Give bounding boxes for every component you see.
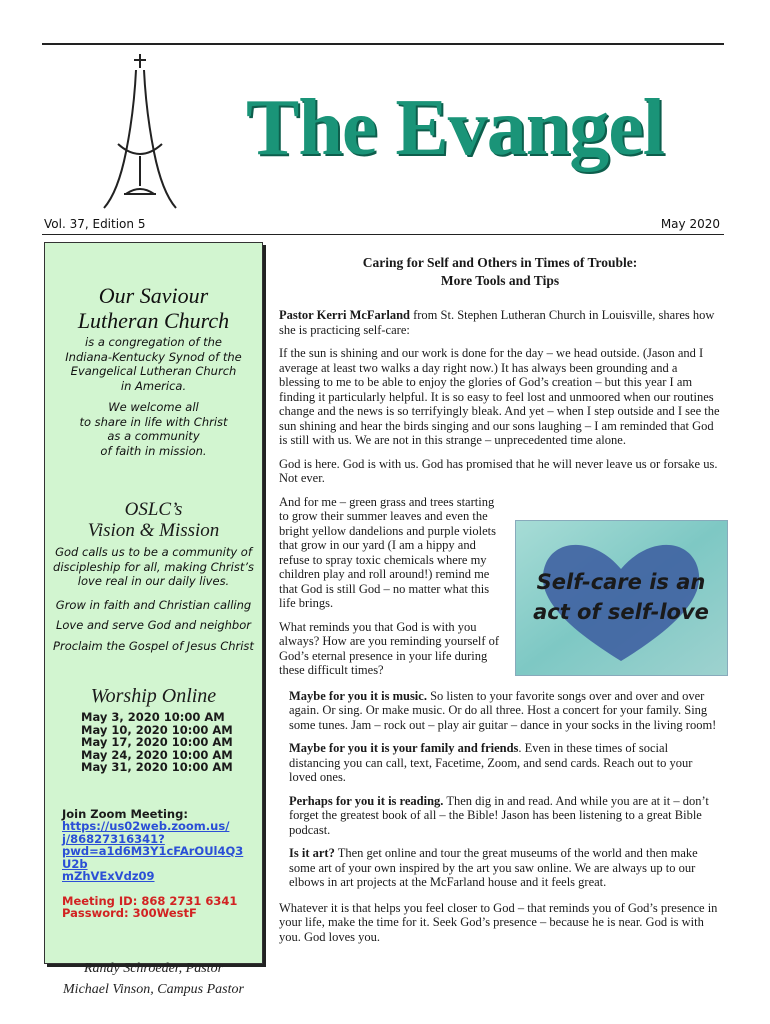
church-name: [45, 283, 262, 333]
vision-statement: [45, 545, 262, 589]
image-caption-line1: Self-care is an: [536, 570, 706, 594]
intro-line: is a congregation of the: [85, 335, 222, 349]
church-intro: [45, 335, 262, 393]
tip-text: So listen to your favorite songs over and over and over again. Or sing. Or make music. Or do all three. Host a concert for your family. Sing some tunes. Jam – rock out – play air guitar – dance in your socks in the living room!: [289, 688, 717, 732]
zoom-label: Join Zoom Meeting:: [62, 806, 188, 821]
article-paragraph: God is here. God is with us. God has promised that he will never leave us or forsake us. Not ever.: [279, 456, 718, 485]
vision-item: Love and serve God and neighbor: [55, 618, 251, 632]
tip-paragraph: [279, 846, 721, 890]
self-care-heart-image: [515, 520, 728, 676]
pastor-name: Randy Schroeder, Pastor: [83, 960, 224, 976]
vision-title-line2: Vision & Mission: [87, 520, 220, 541]
top-rule: [42, 43, 724, 45]
tip-paragraph: [279, 689, 721, 733]
intro-line: in America.: [120, 378, 187, 393]
intro-line: Evangelical Lutheran Church: [70, 364, 237, 378]
article-paragraph: What reminds you that God is with you always? How are you reminding yourself of God’s eternal presence in your life during these difficult times?: [279, 619, 500, 677]
tip-paragraph: [279, 794, 721, 838]
article-headline: [279, 254, 721, 290]
tip-lead: Is it art?: [289, 846, 335, 860]
sidebar: [44, 242, 263, 997]
closing-paragraph: Whatever it is that helps you feel closer to God – that reminds you of God’s presence in your life, make the time for it. Seek God’s presence – because he is near. God is with you. God loves you.: [279, 900, 718, 944]
zoom-link-line: j/86827316341?: [62, 831, 165, 846]
byline-text: from St. Stephen Lutheran Church in Louisville, shares how she is practicing self-care:: [279, 308, 715, 337]
welcome-text: [45, 400, 262, 458]
meeting-password: Password: 300WestF: [62, 906, 197, 920]
article-paragraph: If the sun is shining and our work is done for the day – we head outside. (Jason and I average at least two walks a day right now.) It has always been grounding and a blessing to me to be able to enjoy the glories of God’s creation – but this year I am finding it particularly helpful. It is so easy to feel lost and unmoored when our routines change and the news is so terrifyingly bleak. And yet – when I step outside and I see the sun shining and hear the birds singing and our sons laughing – I am reminded that God is still with us. We are not in this strange – unprecedented time alone.: [279, 346, 720, 447]
church-name-line1: Our Saviour: [98, 283, 209, 308]
image-caption-line2: act of self-love: [533, 600, 709, 624]
worship-dates: [45, 711, 262, 774]
welcome-line: to share in life with Christ: [79, 414, 228, 429]
tip-lead: Maybe for you it is music.: [289, 688, 427, 703]
headline-line2: More Tools and Tips: [440, 273, 560, 288]
tip-text: Then get online and tour the great museums of the world and then make some art of your own inspired by the art you saw online. We are always up to our elbows in art projects at the McFarland house and it feels great.: [289, 846, 698, 889]
volume-label: Vol. 37, Edition 5: [44, 217, 146, 231]
worship-date: May 24, 2020 10:00 AM: [81, 747, 233, 762]
zoom-link-line: https://us02web.zoom.us/: [62, 819, 230, 833]
sub-rule: [42, 234, 724, 235]
worship-title: Worship Online: [90, 685, 217, 707]
tip-lead: Perhaps for you it is reading.: [289, 793, 444, 808]
vision-title-line1: OSLC’s: [124, 499, 183, 520]
zoom-link-line: pwd=a1d6M3Y1cFArOUl4Q3U2b: [62, 844, 244, 871]
cross-chalice-logo: [100, 52, 180, 212]
vision-line: love real in our daily lives.: [77, 574, 230, 588]
tip-text: Then dig in and read. And while you are at it – don’t forget the greatest book of all – the Bible! Jason has been listening to a great Bible podcast.: [289, 793, 709, 837]
vision-item: Proclaim the Gospel of Jesus Christ: [53, 638, 254, 653]
zoom-meeting-link[interactable]: [62, 820, 252, 883]
worship-date: May 10, 2020 10:00 AM: [81, 722, 233, 737]
meeting-id: Meeting ID: 868 2731 6341: [62, 893, 238, 908]
vision-item: Grow in faith and Christian calling: [55, 597, 252, 612]
pastor-name: Michael Vinson, Campus Pastor: [63, 981, 244, 997]
intro-line: Indiana-Kentucky Synod of the: [65, 349, 242, 364]
byline-name: Pastor Kerri McFarland: [279, 308, 410, 322]
vision-title: [45, 499, 262, 541]
zoom-link-line: mZhVExVdz09: [62, 869, 155, 883]
issue-date: May 2020: [660, 217, 720, 231]
vision-line: God calls us to be a community of: [55, 545, 252, 559]
welcome-line: We welcome all: [108, 400, 199, 414]
byline-paragraph: [279, 308, 721, 337]
headline-line1: Caring for Self and Others in Times of Trouble:: [362, 255, 638, 270]
worship-date: May 31, 2020 10:00 AM: [81, 760, 233, 774]
welcome-line: of faith in mission.: [100, 443, 207, 458]
tip-paragraph: [279, 741, 721, 785]
tip-lead: Maybe for you it is your family and friends: [289, 741, 519, 755]
church-name-line2: Lutheran Church: [77, 308, 230, 333]
worship-date: May 17, 2020 10:00 AM: [81, 735, 233, 749]
zoom-info: [45, 808, 262, 920]
worship-date: May 3, 2020 10:00 AM: [81, 710, 225, 724]
article-paragraph: And for me – green grass and trees starting to grow their summer leaves and even the bright yellow dandelions and purple violets that grow in our yard (I am a hippy and refuse to spray toxic chemicals where my children play and roll around!) remind me that God is still God – no matter what this life brings.: [279, 494, 496, 610]
welcome-line: as a community: [107, 429, 200, 443]
vision-line: discipleship for all, making Christ’s: [53, 559, 254, 574]
masthead-title: The Evangel: [246, 84, 664, 172]
pastors: [45, 958, 262, 1000]
tip-text: . Even in these times of social distancing you can call, text, Facetime, Zoom, and send cards. Reach out to your loved ones.: [289, 741, 693, 784]
